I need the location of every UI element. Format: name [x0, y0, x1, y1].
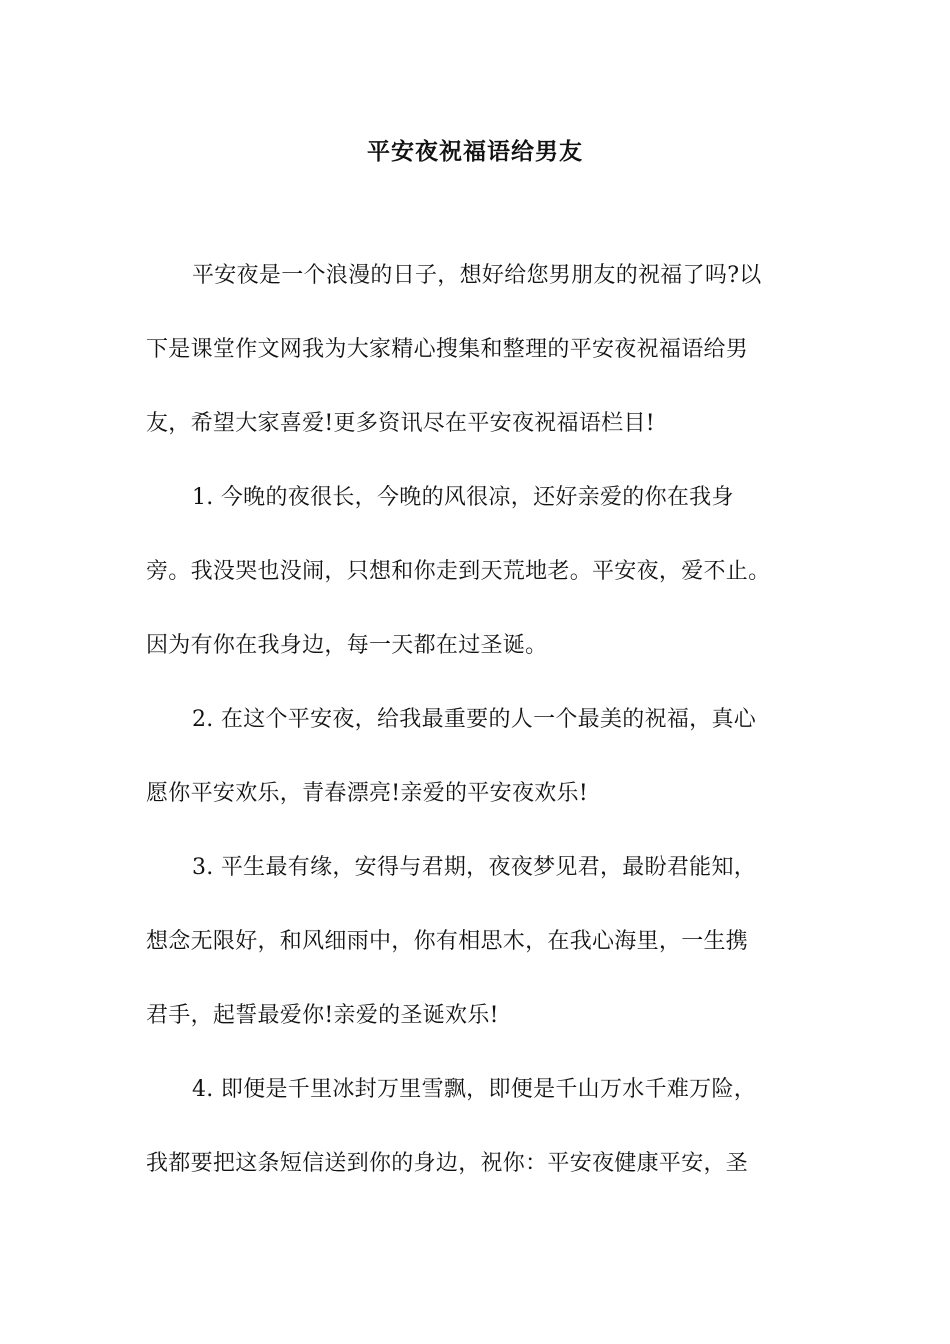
text-line: 想念无限好，和风细雨中，你有相思木，在我心海里，一生携 — [146, 929, 749, 954]
document-body — [146, 252, 834, 1214]
text-line: 1. 今晚的夜很长，今晚的风很凉，还好亲爱的你在我身 — [192, 485, 734, 510]
text-line: 下是课堂作文网我为大家精心搜集和整理的平安夜祝福语给男 — [146, 337, 749, 362]
text-line: 因为有你在我身边，每一天都在过圣诞。 — [146, 633, 548, 658]
text-line: 友，希望大家喜爱!更多资讯尽在平安夜祝福语栏目! — [146, 411, 655, 436]
document-title: 平安夜祝福语给男友 — [367, 138, 583, 165]
text-line: 我都要把这条短信送到你的身边，祝你：平安夜健康平安，圣 — [146, 1151, 749, 1176]
text-line: 4. 即便是千里冰封万里雪飘，即便是千山万水千难万险， — [192, 1077, 757, 1102]
text-line: 2. 在这个平安夜，给我最重要的人一个最美的祝福，真心 — [192, 707, 757, 732]
text-line: 旁。我没哭也没闹，只想和你走到天荒地老。平安夜，爱不止。 — [146, 559, 771, 584]
text-line: 平安夜是一个浪漫的日子，想好给您男朋友的祝福了吗?以 — [192, 263, 762, 288]
text-line: 君手，起誓最爱你!亲爱的圣诞欢乐! — [146, 1003, 499, 1028]
text-line: 愿你平安欢乐，青春漂亮!亲爱的平安夜欢乐! — [146, 781, 588, 806]
text-line: 3. 平生最有缘，安得与君期，夜夜梦见君，最盼君能知， — [192, 855, 757, 880]
